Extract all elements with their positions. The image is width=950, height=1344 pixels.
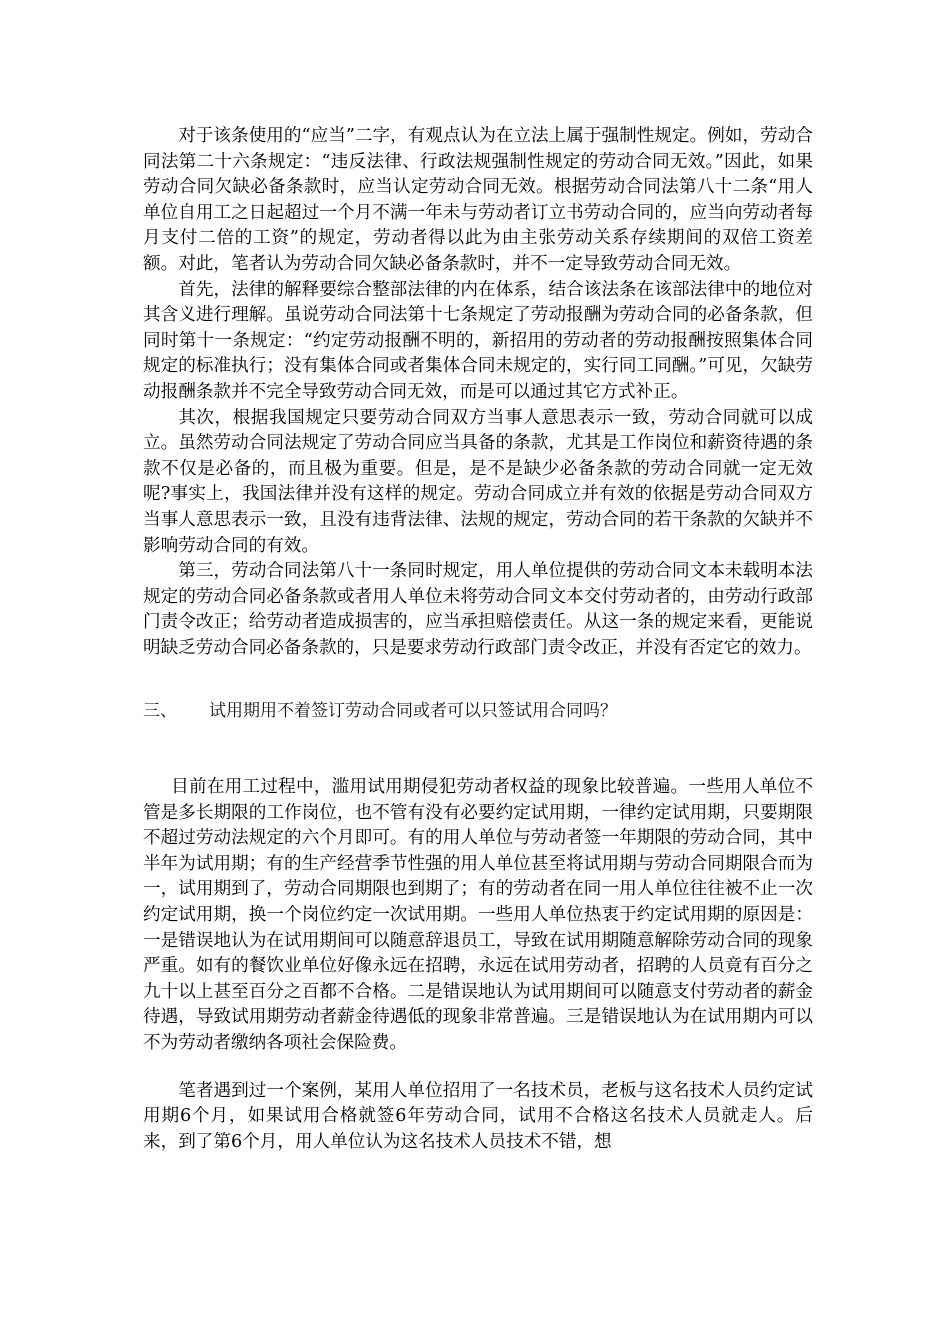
paragraph-case-example: 笔者遇到过一个案例，某用人单位招用了一名技术员，老板与这名技术人员约定试用期6个月，如果试用合格就签6年劳动合同，试用不合格这名技术人员就走人。后来，到了第6个月，用人单位认为这名技术人员技术不错，想 — [143, 1080, 813, 1152]
section-heading-3 — [143, 699, 813, 725]
paragraph-first-point: 首先，法律的解释要综合整部法律的内在体系，结合该法条在该部法律中的地位对其含义进行理解。虽说劳动合同法第十七条规定了劳动报酬为劳动合同的必备条款，但同时第十一条规定：“约定劳动报酬不明的，新招用的劳动者的劳动报酬按照集体合同规定的标准执行；没有集体合同或者集体合同未规定的，实行同工同酬。”可见，欠缺劳动报酬条款并不完全导致劳动合同无效，而是可以通过其它方式补正。 — [143, 279, 813, 402]
section-title: 试用期用不着签订劳动合同或者可以只签试用合同吗？ — [209, 701, 617, 722]
section-number: 三、 — [143, 701, 177, 722]
document-body — [143, 124, 813, 1155]
paragraph-third-point: 第三，劳动合同法第八十一条同时规定，用人单位提供的劳动合同文本未载明本法规定的劳动合同必备条款或者用人单位未将劳动合同文本交付劳动者的，由劳动行政部门责令改正；给劳动者造成损害的，应当承担赔偿责任。从这一条的规定来看，更能说明缺乏劳动合同必备条款的，只是要求劳动行政部门责令改正，并没有否定它的效力。 — [143, 561, 813, 658]
paragraph-probation-abuse: 目前在用工过程中，滥用试用期侵犯劳动者权益的现象比较普遍。一些用人单位不管是多长期限的工作岗位，也不管有没有必要约定试用期，一律约定试用期，只要期限不超过劳动法规定的六个月即可。有的用人单位与劳动者签一年期限的劳动合同，其中半年为试用期；有的生产经营季节性强的用人单位甚至将试用期与劳动合同期限合而为一，试用期到了，劳动合同期限也到期了；有的劳动者在同一用人单位往往被不止一次约定试用期，换一个岗位约定一次试用期。一些用人单位热衷于约定试用期的原因是：一是错误地认为在试用期间可以随意辞退员工，导致在试用期随意解除劳动合同的现象严重。如有的餐饮业单位好像永远在招聘，永远在试用劳动者，招聘的人员竟有百分之九十以上甚至百分之百都不合格。二是错误地认为试用期间可以随意支付劳动者的薪金待遇，导致试用期劳动者薪金待遇低的现象非常普遍。三是错误地认为在试用期内可以不为劳动者缴纳各项社会保险费。 — [143, 777, 813, 1053]
spacer — [143, 1057, 813, 1079]
spacer — [143, 725, 813, 775]
paragraph-should-mandatory: 对于该条使用的“应当”二字，有观点认为在立法上属于强制性规定。例如，劳动合同法第二十六条规定：“违反法律、行政法规强制性规定的劳动合同无效。”因此，如果劳动合同欠缺必备条款时，应当认定劳动合同无效。根据劳动合同法第八十二条“用人单位自用工之日起超过一个月不满一年未与劳动者订立书劳动合同的，应当向劳动者每月支付二倍的工资”的规定，劳动者得以此为由主张劳动关系存续期间的双倍工资差额。对此，笔者认为劳动合同欠缺必备条款时，并不一定导致劳动合同无效。 — [143, 126, 813, 274]
paragraph-second-point: 其次，根据我国规定只要劳动合同双方当事人意思表示一致，劳动合同就可以成立。虽然劳动合同法规定了劳动合同应当具备的条款，尤其是工作岗位和薪资待遇的条款不仅是必备的，而且极为重要。但是，是不是缺少必备条款的劳动合同就一定无效呢?事实上，我国法律并没有这样的规定。劳动合同成立并有效的依据是劳动合同双方当事人意思表示一致，且没有违背法律、法规的规定，劳动合同的若干条款的欠缺并不影响劳动合同的有效。 — [143, 407, 813, 556]
spacer — [143, 661, 813, 699]
